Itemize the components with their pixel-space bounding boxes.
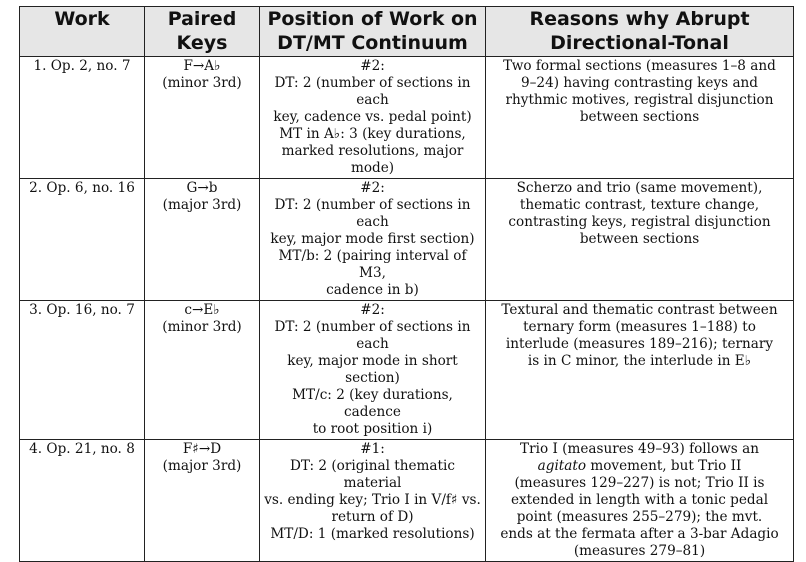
table-row — [20, 57, 794, 179]
header-paired-keys — [145, 7, 260, 57]
position-line: key, major mode first section) — [270, 231, 475, 247]
header-work-line: Work — [54, 8, 110, 30]
paired-keys-cell — [145, 301, 260, 440]
reasons-line: between sections — [579, 231, 700, 247]
position-line: key, cadence vs. pedal point) — [273, 109, 472, 125]
reasons-line: Trio I (measures 49–93) follows an — [520, 441, 759, 457]
position-cell — [260, 179, 486, 301]
works-table — [19, 6, 794, 562]
work-cell — [20, 179, 145, 301]
header-position — [260, 7, 486, 57]
work-label: 1. Op. 2, no. 7 — [33, 58, 131, 74]
reasons-line: is in C minor, the interlude in E♭ — [527, 353, 752, 369]
header-keys-line-1: Paired — [167, 8, 237, 30]
paired-keys-line: c→E♭ — [184, 302, 220, 318]
paired-keys-line: G→b — [186, 180, 218, 196]
reasons-line: extended in length with a tonic pedal — [510, 492, 769, 508]
reasons-line: interlude (measures 189–216); ternary — [505, 336, 774, 352]
table-row — [20, 179, 794, 301]
work-cell — [20, 440, 145, 562]
table-body — [20, 57, 794, 562]
reasons-line: (measures 279–81) — [573, 543, 706, 559]
position-line: marked resolutions, major mode) — [281, 143, 464, 176]
reasons-line: contrasting keys, registral disjunction — [508, 214, 771, 230]
position-line: MT/D: 1 (marked resolutions) — [270, 526, 475, 542]
position-line: MT/c: 2 (key durations, cadence — [292, 387, 453, 420]
position-line: vs. ending key; Trio I in V/f♯ vs. — [264, 492, 481, 508]
reasons-line: 9–24) having contrasting keys and — [520, 75, 759, 91]
header-reasons-line-2: Directional-Tonal — [550, 32, 729, 54]
position-line: cadence in b) — [326, 282, 419, 298]
reasons-line: ends at the fermata after a 3-bar Adagio — [500, 526, 779, 542]
paired-keys-line: (major 3rd) — [162, 197, 242, 213]
paired-keys-line: (minor 3rd) — [162, 319, 242, 335]
reasons-line: Two formal sections (measures 1–8 and — [503, 58, 776, 74]
header-reasons-line-1: Reasons why Abrupt — [529, 8, 750, 30]
reasons-line: point (measures 255–279); the mvt. — [516, 509, 763, 525]
paired-keys-cell — [145, 440, 260, 562]
work-cell — [20, 301, 145, 440]
reasons-line: (measures 129–227) is not; Trio II is — [514, 475, 765, 491]
position-line: return of D) — [331, 509, 414, 525]
position-line: DT: 2 (number of sections in each — [274, 75, 471, 108]
position-line: #2: — [360, 180, 385, 196]
paired-keys-line: F♯→D — [182, 441, 222, 457]
work-cell — [20, 57, 145, 179]
table-row — [20, 440, 794, 562]
work-label: 2. Op. 6, no. 16 — [29, 180, 135, 196]
reasons-line: agitato movement, but Trio II — [537, 458, 742, 474]
reasons-line: Scherzo and trio (same movement), — [516, 180, 763, 196]
reasons-cell — [486, 440, 794, 562]
position-cell — [260, 440, 486, 562]
position-line: #1: — [360, 441, 385, 457]
paired-keys-line: (major 3rd) — [162, 458, 242, 474]
reasons-line: ternary form (measures 1–188) to — [523, 319, 756, 335]
position-line: MT in A♭: 3 (key durations, — [279, 126, 466, 142]
table-row — [20, 301, 794, 440]
position-line: key, major mode in short section) — [287, 353, 458, 386]
position-line: DT: 2 (number of sections in each — [274, 319, 471, 352]
position-cell — [260, 301, 486, 440]
paired-keys-line: (minor 3rd) — [162, 75, 242, 91]
table-header — [20, 7, 794, 57]
work-label: 4. Op. 21, no. 8 — [29, 441, 135, 457]
position-line: DT: 2 (original thematic material — [290, 458, 455, 491]
reasons-line: between sections — [579, 109, 700, 125]
work-label: 3. Op. 16, no. 7 — [29, 302, 135, 318]
reasons-line: rhythmic motives, registral disjunction — [505, 92, 774, 108]
position-cell — [260, 57, 486, 179]
header-keys-line-2: Keys — [176, 32, 228, 54]
reasons-line: Textural and thematic contrast between — [501, 302, 778, 318]
header-work — [20, 7, 145, 57]
header-reasons — [486, 7, 794, 57]
header-position-line-1: Position of Work on — [267, 8, 478, 30]
reasons-cell — [486, 179, 794, 301]
italic-term: agitato — [537, 458, 587, 474]
header-position-line-2: DT/MT Continuum — [277, 32, 468, 54]
position-line: #2: — [360, 302, 385, 318]
position-line: MT/b: 2 (pairing interval of M3, — [278, 248, 467, 281]
position-line: #2: — [360, 58, 385, 74]
reasons-cell — [486, 301, 794, 440]
reasons-cell — [486, 57, 794, 179]
position-line: DT: 2 (number of sections in each — [274, 197, 471, 230]
paired-keys-line: F→A♭ — [183, 58, 221, 74]
header-row — [20, 7, 794, 57]
paired-keys-cell — [145, 57, 260, 179]
position-line: to root position i) — [312, 421, 433, 437]
reasons-line: thematic contrast, texture change, — [519, 197, 760, 213]
paired-keys-cell — [145, 179, 260, 301]
